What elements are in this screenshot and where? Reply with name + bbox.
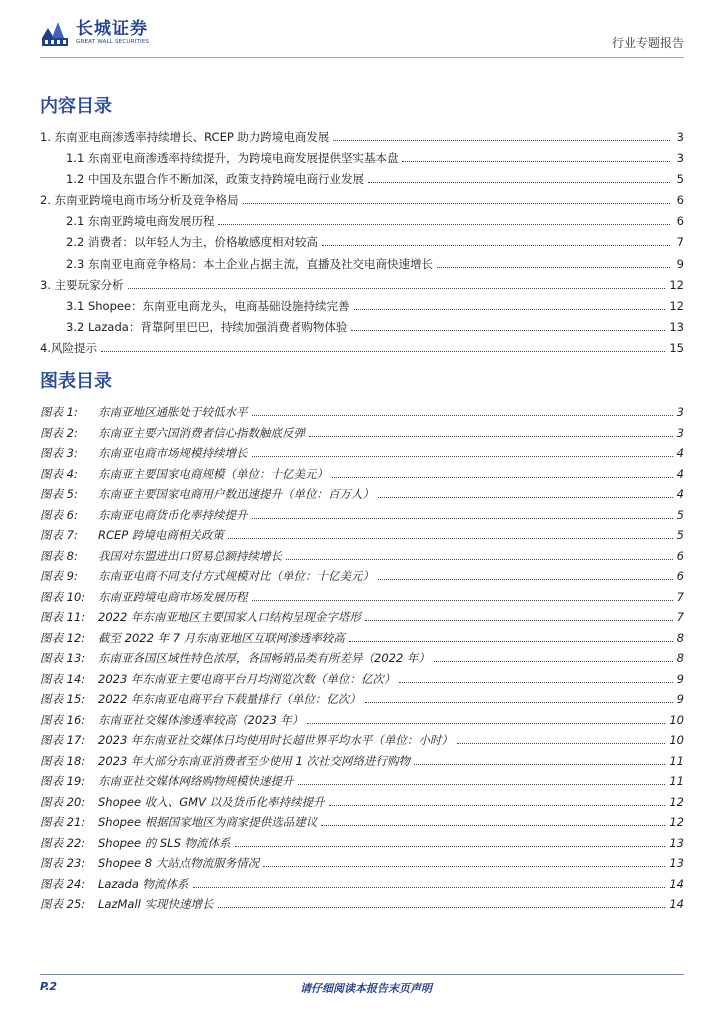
figure-entry-number: 图表 15: — [40, 692, 86, 706]
figure-entry-page: 12 — [669, 815, 684, 829]
figure-entry[interactable] — [40, 712, 684, 733]
figure-entry[interactable] — [40, 773, 684, 794]
figure-entry[interactable] — [40, 650, 684, 671]
dot-leader — [252, 510, 673, 519]
figure-entry-page: 10 — [669, 712, 684, 727]
figure-entry-label: 2023 年大部分东南亚消费者至少使用 1 次社交网络进行购物 — [98, 753, 411, 768]
figure-entry[interactable] — [40, 794, 684, 815]
figure-entry-number: 图表 25: — [40, 897, 86, 911]
figure-entry-page: 13 — [669, 856, 684, 870]
dot-leader — [298, 776, 666, 785]
figure-entry-number: 图表 22: — [40, 835, 86, 850]
figure-entry-number: 图表 19: — [40, 774, 86, 788]
figure-entry[interactable] — [40, 876, 684, 897]
figure-entry-page: 12 — [669, 794, 684, 809]
dot-leader — [354, 301, 666, 310]
figure-entry[interactable] — [40, 732, 684, 753]
toc-entry-page: 3 — [676, 130, 684, 144]
figure-entry-label: Lazada 物流体系 — [98, 876, 189, 891]
figure-entry-number: 图表 13: — [40, 651, 86, 665]
toc-entry[interactable] — [40, 277, 684, 298]
figure-entry[interactable] — [40, 671, 684, 692]
figure-entry-label: Shopee 根据国家地区为商家提供选品建议 — [98, 815, 318, 829]
figure-entry-page: 11 — [669, 753, 684, 768]
toc-entry-page: 6 — [676, 193, 684, 208]
figure-entry-number: 图表 2: — [40, 425, 78, 440]
dot-leader — [321, 817, 665, 826]
figure-entry-number: 图表 11: — [40, 610, 86, 624]
figure-entry[interactable] — [40, 691, 684, 712]
toc-entry-label: 1. 东南亚电商渗透率持续增长、RCEP 助力跨境电商发展 — [40, 130, 330, 144]
figure-entry-page: 13 — [669, 835, 684, 850]
figure-entry-number: 图表 8: — [40, 548, 78, 563]
logo-english-name: GREAT WALL SECURITIES — [76, 39, 150, 45]
toc-entry-page: 15 — [669, 340, 684, 355]
dot-leader — [309, 428, 673, 437]
figure-entry[interactable] — [40, 896, 684, 917]
toc-entry-page: 7 — [676, 235, 684, 250]
dot-leader — [329, 797, 666, 806]
figure-entry[interactable] — [40, 568, 684, 589]
figure-entry-label: 东南亚主要国家电商规模（单位：十亿美元） — [98, 466, 328, 481]
toc-entry-page: 5 — [676, 172, 684, 187]
figure-entry-page: 3 — [676, 425, 684, 440]
figure-entry-page: 7 — [676, 589, 684, 604]
toc-entry[interactable] — [40, 129, 684, 150]
dot-leader — [437, 259, 670, 268]
dot-leader — [235, 838, 666, 847]
figure-entry-number: 图表 5: — [40, 487, 78, 501]
figure-entry-number: 图表 17: — [40, 733, 86, 747]
page-header — [40, 18, 684, 58]
figure-entry-label: 东南亚社交媒体网络购物规模快速提升 — [98, 774, 294, 788]
figure-entry-page: 4 — [676, 487, 684, 501]
figure-entry-number: 图表 24: — [40, 876, 86, 891]
toc-entry-label: 1.2 中国及东盟合作不断加深，政策支持跨境电商行业发展 — [66, 172, 364, 187]
figure-entry[interactable] — [40, 855, 684, 876]
toc-entry-page: 3 — [676, 151, 684, 166]
dot-leader — [307, 715, 665, 724]
toc-entry-label: 1.1 东南亚电商渗透率持续提升，为跨境电商发展提供坚实基本盘 — [66, 151, 399, 166]
figure-entry-label: RCEP 跨境电商相关政策 — [98, 528, 224, 542]
toc-entry[interactable] — [40, 150, 684, 171]
figure-entry-label: 东南亚电商市场规模持续增长 — [98, 446, 248, 460]
header-divider — [40, 57, 684, 58]
toc-entry-page: 12 — [669, 298, 684, 313]
contents-title: 内容目录 — [40, 96, 112, 117]
figure-entry-label: 2023 年东南亚主要电商平台月均浏览次数（单位：亿次） — [98, 671, 396, 686]
toc-entry[interactable] — [40, 171, 684, 192]
dot-leader — [399, 674, 672, 683]
figure-entry-number: 图表 23: — [40, 856, 86, 870]
figure-entry-page: 8 — [676, 651, 684, 665]
toc-entry[interactable] — [40, 319, 684, 340]
figure-entry-page: 9 — [676, 692, 684, 706]
figure-entry-label: 2023 年东南亚社交媒体日均使用时长超世界平均水平（单位：小时） — [98, 733, 453, 747]
figure-entry-number: 图表 3: — [40, 446, 78, 460]
report-type-label: 行业专题报告 — [611, 36, 684, 50]
figure-entry[interactable] — [40, 814, 684, 835]
figure-entry-label: LazMall 实现快速增长 — [98, 897, 214, 911]
figure-entry[interactable] — [40, 466, 684, 487]
dot-leader — [252, 448, 673, 457]
figure-entry-number: 图表 9: — [40, 569, 78, 583]
dot-leader — [228, 530, 673, 539]
toc-entry[interactable] — [40, 256, 684, 277]
figure-entry[interactable] — [40, 486, 684, 507]
toc-entry-label: 2. 东南亚跨境电商市场分析及竞争格局 — [40, 193, 239, 208]
toc-entry[interactable] — [40, 298, 684, 319]
toc-entry-label: 3.2 Lazada：背靠阿里巴巴，持续加强消费者购物体验 — [66, 319, 348, 334]
dot-leader — [243, 195, 670, 204]
figure-entry-page: 5 — [676, 528, 684, 542]
dot-leader — [332, 469, 673, 478]
toc-entry-label: 4.风险提示 — [40, 340, 97, 355]
disclaimer-note: 请仔细阅读本报告末页声明 — [300, 982, 432, 995]
figure-entry-number: 图表 14: — [40, 671, 86, 686]
figure-entry-page: 14 — [669, 876, 684, 891]
figure-entry-label: 东南亚电商不同支付方式规模对比（单位：十亿美元） — [98, 569, 374, 583]
figure-entry-page: 14 — [669, 897, 684, 911]
figure-entry-number: 图表 10: — [40, 589, 86, 604]
great-wall-logo-icon — [40, 18, 70, 48]
dot-leader — [365, 694, 673, 703]
toc-entry-label: 3.1 Shopee：东南亚电商龙头，电商基础设施持续完善 — [66, 298, 350, 313]
figure-entry-page: 10 — [669, 733, 684, 747]
dot-leader — [378, 571, 673, 580]
dot-leader — [286, 551, 673, 560]
figure-entry-page: 6 — [676, 548, 684, 563]
dot-leader — [252, 407, 673, 416]
figure-entry-label: 截至 2022 年 7 月东南亚地区互联网渗透率较高 — [98, 630, 345, 645]
dot-leader — [333, 132, 670, 141]
figure-entry-number: 图表 18: — [40, 753, 86, 768]
figure-entry-number: 图表 16: — [40, 712, 86, 727]
dot-leader — [351, 322, 665, 331]
toc-entry-page: 13 — [669, 319, 684, 334]
dot-leader — [402, 153, 670, 162]
dot-leader — [101, 343, 665, 352]
dot-leader — [414, 756, 665, 765]
dot-leader — [365, 612, 673, 621]
dot-leader — [434, 653, 673, 662]
dot-leader — [252, 592, 673, 601]
figure-entry-number: 图表 20: — [40, 794, 86, 809]
figure-entry-number: 图表 21: — [40, 815, 86, 829]
figure-entry[interactable] — [40, 548, 684, 569]
figure-entry[interactable] — [40, 589, 684, 610]
figure-entry[interactable] — [40, 835, 684, 856]
toc-entry-label: 2.3 东南亚电商竞争格局：本土企业占据主流，直播及社交电商快速增长 — [66, 256, 433, 271]
figures-list — [40, 404, 684, 917]
footer-divider — [40, 974, 684, 975]
contents-list — [40, 129, 684, 361]
figure-entry-label: Shopee 的 SLS 物流体系 — [98, 835, 231, 850]
dot-leader — [457, 735, 665, 744]
dot-leader — [218, 216, 670, 225]
figure-entry-page: 3 — [676, 405, 684, 419]
dot-leader — [368, 174, 670, 183]
figure-entry-label: 东南亚各国区域性特色浓厚，各国畅销品类有所差异（2022 年） — [98, 651, 430, 665]
figure-entry-label: 东南亚主要国家电商用户数迅速提升（单位：百万人） — [98, 487, 374, 501]
toc-entry-page: 9 — [676, 256, 684, 271]
figure-entry[interactable] — [40, 609, 684, 630]
figure-entry-label: 东南亚社交媒体渗透率较高（2023 年） — [98, 712, 304, 727]
figure-entry-label: Shopee 8 大站点物流服务情况 — [98, 856, 260, 870]
figure-entry-label: 东南亚跨境电商市场发展历程 — [98, 589, 248, 604]
toc-entry-page: 6 — [676, 214, 684, 229]
figure-entry[interactable] — [40, 630, 684, 651]
figure-entry[interactable] — [40, 425, 684, 446]
toc-entry-label: 3. 主要玩家分析 — [40, 277, 124, 292]
toc-entry-label: 2.2 消费者：以年轻人为主，价格敏感度相对较高 — [66, 235, 318, 250]
figure-entry-page: 11 — [669, 774, 684, 788]
figure-entry-label: 东南亚主要六国消费者信心指数触底反弹 — [98, 425, 305, 440]
figure-entry-label: 2022 年东南亚电商平台下载量排行（单位：亿次） — [98, 692, 361, 706]
figure-entry-label: Shopee 收入、GMV 以及货币化率持续提升 — [98, 794, 325, 809]
figure-entry[interactable] — [40, 445, 684, 466]
dot-leader — [193, 879, 666, 888]
dot-leader — [218, 899, 666, 908]
figures-title: 图表目录 — [40, 371, 112, 392]
toc-entry[interactable] — [40, 234, 684, 255]
dot-leader — [378, 489, 673, 498]
toc-entry[interactable] — [40, 213, 684, 234]
figure-entry-page: 7 — [676, 610, 684, 624]
figure-entry-label: 东南亚地区通胀处于较低水平 — [98, 405, 248, 419]
dot-leader — [322, 237, 670, 246]
figure-entry-label: 我国对东盟进出口贸易总额持续增长 — [98, 548, 282, 563]
dot-leader — [349, 633, 673, 642]
figure-entry[interactable] — [40, 527, 684, 548]
figure-entry-page: 4 — [676, 446, 684, 460]
figure-entry[interactable] — [40, 507, 684, 528]
toc-entry-page: 12 — [669, 277, 684, 292]
page-number: P.2 — [40, 980, 58, 993]
dot-leader — [263, 858, 665, 867]
figure-entry-page: 5 — [676, 507, 684, 522]
figure-entry-page: 6 — [676, 569, 684, 583]
figure-entry[interactable] — [40, 753, 684, 774]
company-logo — [40, 18, 149, 48]
figure-entry-page: 9 — [676, 671, 684, 686]
dot-leader — [128, 280, 666, 289]
figure-entry-number: 图表 7: — [40, 528, 78, 542]
figure-entry-number: 图表 4: — [40, 466, 78, 481]
toc-entry[interactable] — [40, 340, 684, 361]
figure-entry[interactable] — [40, 404, 684, 425]
figure-entry-page: 4 — [676, 466, 684, 481]
toc-entry[interactable] — [40, 192, 684, 213]
toc-entry-label: 2.1 东南亚跨境电商发展历程 — [66, 214, 215, 229]
figure-entry-label: 2022 年东南亚地区主要国家人口结构呈现金字塔形 — [98, 610, 361, 624]
figure-entry-number: 图表 1: — [40, 405, 78, 419]
figure-entry-label: 东南亚电商货币化率持续提升 — [98, 507, 248, 522]
figure-entry-number: 图表 12: — [40, 630, 86, 645]
figure-entry-number: 图表 6: — [40, 507, 78, 522]
figure-entry-page: 8 — [676, 630, 684, 645]
logo-chinese-name: 长城证券 — [76, 19, 148, 39]
